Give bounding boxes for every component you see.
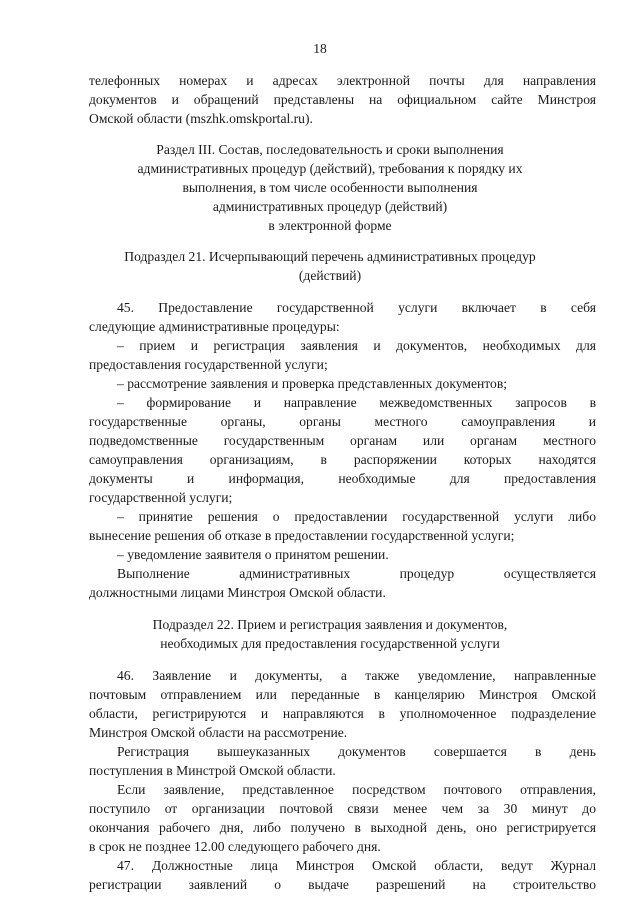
list-item-line: – рассмотрение заявления и проверка представленных документов; (117, 376, 508, 391)
paragraph-45-line: Выполнение административных процедур осуществляется (117, 566, 596, 581)
list-item-line: – формирование и направление межведомственных запросов в (117, 395, 596, 410)
list-item-line: государственные органы, органы местного самоуправления и (89, 414, 596, 429)
paragraph-46-line: Регистрация вышеуказанных документов совершается в день (117, 744, 596, 759)
paragraph-46-line: 46. Заявление и документы, а также уведомление, направленные (117, 668, 596, 683)
paragraph-47-line: регистрации заявлений о выдаче разрешений на строительство (89, 877, 596, 892)
list-item-line: – прием и регистрация заявления и документов, необходимых для (117, 338, 596, 353)
paragraph-46-line: окончания рабочего дня, либо получено в выходной день, оно регистрируется (89, 820, 596, 835)
paragraph-46-line: почтовым отправлением или переданные в канцелярию Минстроя Омской (89, 687, 596, 702)
list-item-line: – принятие решения о предоставлении государственной услуги либо (117, 509, 596, 524)
intro-line: телефонных номерах и адресах электронной почты для направления (89, 73, 596, 88)
subsection-heading-line: Подраздел 21. Исчерпывающий перечень административных процедур (124, 249, 536, 264)
paragraph-46-line: области, регистрируются и направляются в уполномоченное подразделение (89, 706, 596, 721)
intro-line: документов и обращений представлены на официальном сайте Минстроя (89, 92, 596, 107)
paragraph-46-line: поступления в Минстрой Омской области. (89, 763, 336, 778)
paragraph-46-line: Если заявление, представленное посредством почтового отправления, (117, 782, 596, 797)
section-heading-line: в электронной форме (268, 218, 392, 233)
intro-line: Омской области (mszhk.omskportal.ru). (89, 111, 313, 126)
list-item-line: самоуправления организациям, в распоряжении которых находятся (89, 452, 596, 467)
list-item-line: – уведомление заявителя о принятом решении. (117, 547, 389, 562)
paragraph-45-line: 45. Предоставление государственной услуги включает в себя (117, 300, 596, 315)
paragraph-46-line: Минстроя Омской области на рассмотрение. (89, 725, 348, 740)
subsection-heading-line: необходимых для предоставления государственной услуги (160, 636, 500, 651)
list-item-line: предоставления государственной услуги; (89, 357, 328, 372)
section-heading-line: административных процедур (действий) (212, 199, 448, 214)
section-heading-line: Раздел III. Состав, последовательность и сроки выполнения (156, 142, 504, 157)
page-number: 18 (313, 41, 327, 56)
subsection-heading-line: (действий) (298, 268, 362, 283)
paragraph-46-line: в срок не позднее 12.00 следующего рабочего дня. (89, 839, 381, 854)
paragraph-45-line: должностными лицами Минстроя Омской области. (89, 585, 386, 600)
paragraph-47-line: 47. Должностные лица Минстроя Омской области, ведут Журнал (117, 858, 596, 873)
list-item-line: документы и информация, необходимые для предоставления (89, 471, 596, 486)
section-heading-line: административных процедур (действий), требования к порядку их (137, 161, 523, 176)
section-heading-line: выполнения, в том числе особенности выполнения (182, 180, 478, 195)
list-item-line: государственной услуги; (89, 490, 233, 505)
list-item-line: подведомственные государственным органам или органам местного (89, 433, 596, 448)
paragraph-46-line: поступило от организации почтовой связи менее чем за 30 минут до (89, 801, 596, 816)
list-item-line: вынесение решения об отказе в предоставлении государственной услуги; (89, 528, 515, 543)
paragraph-45-line: следующие административные процедуры: (89, 319, 340, 334)
subsection-heading-line: Подраздел 22. Прием и регистрация заявления и документов, (152, 617, 508, 632)
